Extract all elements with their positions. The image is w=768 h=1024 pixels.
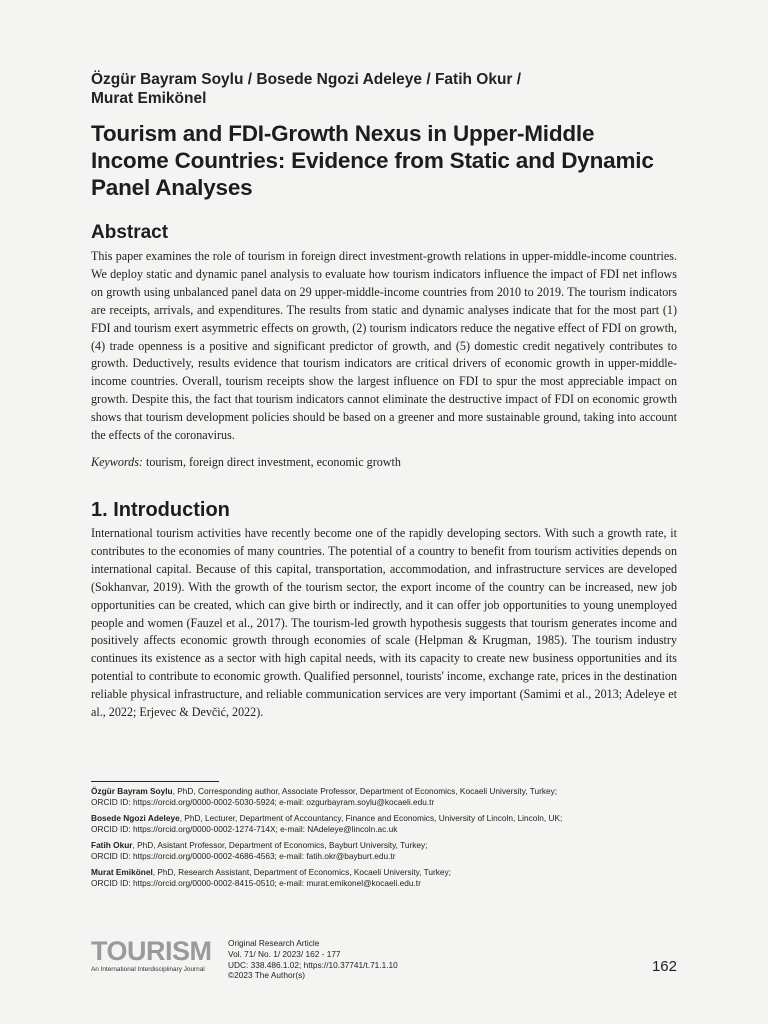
footnote-contact: ORCID ID: https://orcid.org/0000-0002-1274-714X; e-mail: NAdeleye@lincoln.ac.uk: [91, 824, 398, 834]
footnote-item: [91, 840, 677, 862]
author-list: [91, 70, 677, 108]
udc-doi: UDC: 338.486.1.02; https://10.37741/t.71.1.10: [228, 959, 398, 970]
author-footnotes: [91, 786, 677, 894]
copyright: ©2023 The Author(s): [228, 970, 305, 981]
footnote-affiliation: , PhD, Corresponding author, Associate Professor, Department of Economics, Kocaeli University, Turkey;: [172, 786, 558, 796]
introduction-heading: 1. Introduction: [91, 498, 230, 521]
abstract-heading: Abstract: [91, 222, 169, 243]
footnote-author-name: Bosede Ngozi Adeleye: [91, 813, 180, 823]
footnote-divider: [91, 781, 219, 782]
abstract-text: This paper examines the role of tourism in foreign direct investment-growth relations in upper-middle-income countries. We deploy static and dynamic panel analysis to evaluate how tourism indicators influence the impact of FDI net inflows on growth using unbalanced panel data on 29 upper-middle-income countries from 2010 to 2019. The tourism indicators are receipts, arrivals, and expenditures. The results from static and dynamic analyses indicate that for the most part (1) FDI and tourism exert asymmetric effects on growth, (2) tourism indicators reduce the negative effect of FDI on growth, (4) trade openness is a positive and significant predictor of growth, and (5) domestic credit negatively contributes to growth. Deductively, results evidence that tourism indicators are critical drivers of economic growth in upper-middle-income countries. Overall, tourism receipts show the largest influence on FDI to spur the most appreciable impact on growth. Despite this, the fact that tourism indicators cannot eliminate the destructive impact of FDI on economic growth shows that tourism development policies should be based on a greener and more sustainable ground, taking into account the effects of the coronavirus.: [91, 249, 677, 443]
journal-logo-wordmark: TOURISM: [91, 936, 212, 966]
footnote-author-name: Fatih Okur: [91, 840, 133, 850]
footnote-item: [91, 867, 677, 889]
article-metadata: [228, 938, 398, 981]
authors-line-1: Özgür Bayram Soylu / Bosede Ngozi Adeleye / Fatih Okur /: [91, 71, 522, 88]
introduction-text: International tourism activities have recently become one of the rapidly developing sectors. With such a growth rate, it contributes to the economies of many countries. The potential of a country to benefit from tourism activities depends on international capital. Because of this capital, transportation, accommodation, and infrastructure services are developed (Sokhanvar, 2019). With the growth of the tourism sector, the export income of the country can be increased, new job opportunities can be created, which can give birth or indirectly, and it can offer job opportunities to young unemployed people and women (Fauzel et al., 2017). The tourism-led growth hypothesis suggests that tourism generates income and positively affects economic growth through economies of scale (Helpman & Krugman, 1985). The tourism industry continues its existence as a sector with high capital needs, with its capacity to create new business opportunities and its potential to contribute to economic growth. Qualified personnel, tourists' income, exchange rate, prices in the destination reliable physical infrastructure, and reliable communication services are very important (Samimi et al., 2013; Adeleye et al., 2022; Erjevec & Devčić, 2022).: [91, 525, 677, 720]
authors-line-2: Murat Emikönel: [91, 90, 207, 107]
journal-logo: [91, 938, 219, 973]
keywords-value: tourism, foreign direct investment, economic growth: [146, 454, 401, 469]
article-page: [91, 70, 677, 722]
article-title: Tourism and FDI-Growth Nexus in Upper-Middle Income Countries: Evidence from Static and Dynamic Panel Analyses: [91, 121, 654, 200]
page-footer: [91, 938, 677, 988]
footnote-affiliation: , PhD, Asistant Professor, Department of Economics, Bayburt University, Turkey;: [132, 840, 428, 850]
footnote-item: [91, 813, 677, 835]
footnote-author-name: Murat Emikönel: [91, 867, 153, 877]
footnote-author-name: Özgür Bayram Soylu: [91, 786, 173, 796]
volume-info: Vol. 71/ No. 1/ 2023/ 162 - 177: [228, 948, 341, 959]
footnote-item: [91, 786, 677, 808]
keywords: [91, 454, 677, 471]
footnote-contact: ORCID ID: https://orcid.org/0000-0002-4686-4563; e-mail: fatih.okr@bayburt.edu.tr: [91, 851, 396, 861]
page-number: 162: [651, 958, 677, 975]
article-type: Original Research Article: [228, 938, 320, 948]
footnote-affiliation: , PhD, Lecturer, Department of Accountancy, Finance and Economics, University of Lincoln, Lincoln, UK;: [179, 813, 563, 823]
keywords-label: Keywords:: [91, 454, 143, 469]
footnote-contact: ORCID ID: https://orcid.org/0000-0002-5030-5924; e-mail: ozgurbayram.soylu@kocaeli.edu.tr: [91, 797, 435, 807]
footnote-affiliation: , PhD, Research Assistant, Department of Economics, Kocaeli University, Turkey;: [152, 867, 451, 877]
footnote-contact: ORCID ID: https://orcid.org/0000-0002-8415-0510; e-mail: murat.emikonel@kocaeli.edu.tr: [91, 878, 421, 888]
journal-logo-subtitle: An International Interdisciplinary Journal: [91, 966, 205, 973]
